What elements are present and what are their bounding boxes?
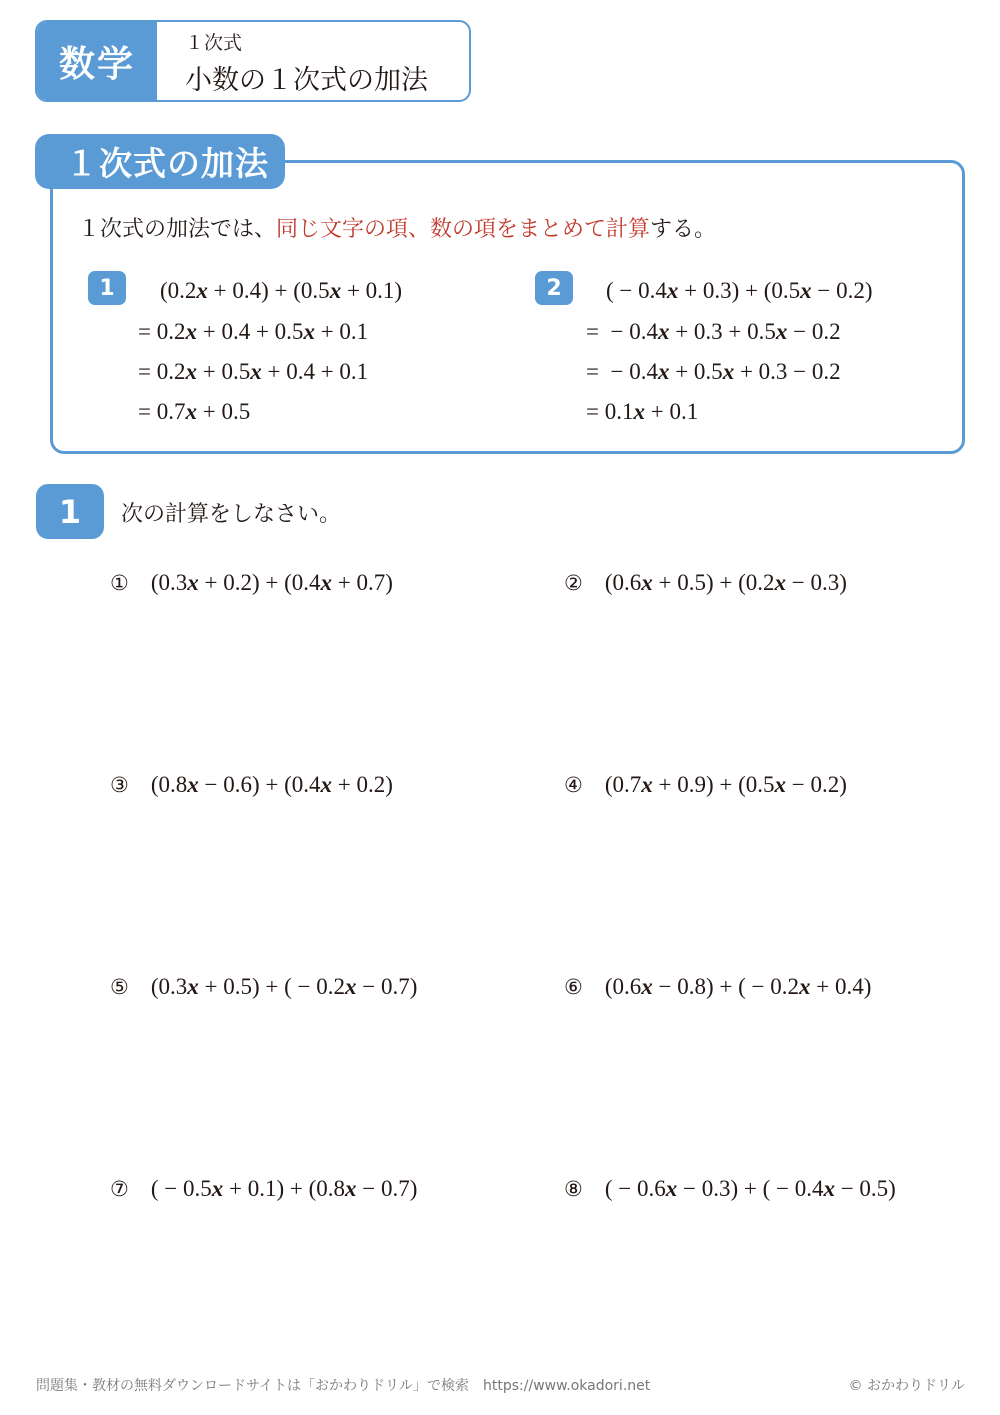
problem-instruction: 次の計算をしなさい。 (121, 502, 342, 527)
variable-x: x (633, 399, 645, 424)
variable-x: x (320, 772, 333, 797)
variable-x: x (250, 359, 262, 384)
variable-x: x (641, 570, 653, 595)
variable-x: x (800, 278, 812, 303)
variable-x: x (774, 570, 787, 595)
variable-x: x (657, 319, 670, 344)
variable-x: x (722, 359, 735, 384)
problem-1: ① (0.3x + 0.2) + (0.4x + 0.7) (110, 570, 393, 595)
example-badge-1: 1 (88, 271, 126, 305)
footer-copyright: © おかわりドリル (848, 1378, 965, 1394)
example-2-line-3: = − 0.4x + 0.5x + 0.3 − 0.2 (586, 359, 841, 384)
variable-x: x (329, 278, 342, 303)
variable-x: x (666, 278, 679, 303)
example-1-line-3: = 0.2x + 0.5x + 0.4 + 0.1 (138, 359, 369, 384)
problem-number: ⑦ (110, 1177, 129, 1201)
variable-x: x (303, 319, 315, 344)
variable-x: x (187, 570, 199, 595)
variable-x: x (185, 319, 197, 344)
problem-number: ① (110, 571, 129, 595)
variable-x: x (798, 974, 811, 999)
variable-x: x (187, 974, 199, 999)
example-2-line-2: = − 0.4x + 0.3 + 0.5x − 0.2 (586, 319, 841, 344)
problem-8: ⑧ ( − 0.6x − 0.3) + ( − 0.4x − 0.5) (564, 1176, 896, 1201)
explanation-text-highlight: 同じ文字の項、数の項をまとめて計算 (276, 217, 651, 242)
worksheet-title: 小数の１次式の加法 (185, 65, 428, 96)
variable-x: x (320, 570, 333, 595)
example-2-line-1: ( − 0.4x + 0.3) + (0.5x − 0.2) (606, 278, 873, 303)
example-1-line-4: = 0.7x + 0.5 (138, 399, 251, 424)
variable-x: x (665, 1176, 678, 1201)
explanation-text (78, 212, 716, 243)
variable-x: x (211, 1176, 224, 1201)
variable-x: x (344, 974, 357, 999)
variable-x: x (185, 359, 197, 384)
problem-4: ④ (0.7x + 0.9) + (0.5x − 0.2) (564, 772, 847, 797)
footer-site-note: 問題集・教材の無料ダウンロードサイトは「おかわりドリル」で検索 https://www.okadori.net (36, 1378, 651, 1394)
explanation-text-after: する。 (650, 217, 717, 242)
variable-x: x (657, 359, 670, 384)
explanation-heading: １次式の加法 (35, 134, 285, 189)
unit-label: １次式 (185, 32, 243, 54)
subject-label: 数学 (37, 22, 157, 100)
example-2-line-4: = 0.1x + 0.1 (586, 399, 699, 424)
problem-6: ⑥ (0.6x − 0.8) + ( − 0.2x + 0.4) (564, 974, 872, 999)
variable-x: x (641, 772, 653, 797)
variable-x: x (823, 1176, 835, 1201)
variable-x: x (187, 772, 199, 797)
variable-x: x (344, 1176, 357, 1201)
problem-number: ④ (564, 773, 583, 797)
problem-2: ② (0.6x + 0.5) + (0.2x − 0.3) (564, 570, 847, 595)
problem-number: ③ (110, 773, 129, 797)
variable-x: x (774, 772, 787, 797)
problem-section-number: 1 (36, 484, 104, 539)
example-badge-2: 2 (535, 271, 573, 305)
worksheet-header (35, 20, 471, 102)
variable-x: x (196, 278, 208, 303)
problem-number: ⑧ (564, 1177, 583, 1201)
problem-7: ⑦ ( − 0.5x + 0.1) + (0.8x − 0.7) (110, 1176, 418, 1201)
variable-x: x (775, 319, 788, 344)
explanation-text-before: １次式の加法では、 (78, 217, 277, 242)
example-1-line-1: (0.2x + 0.4) + (0.5x + 0.1) (160, 278, 403, 303)
problem-number: ⑤ (110, 975, 129, 999)
example-1-line-2: = 0.2x + 0.4 + 0.5x + 0.1 (138, 319, 369, 344)
problem-number: ⑥ (564, 975, 583, 999)
problem-5: ⑤ (0.3x + 0.5) + ( − 0.2x − 0.7) (110, 974, 418, 999)
variable-x: x (185, 399, 197, 424)
problem-3: ③ (0.8x − 0.6) + (0.4x + 0.2) (110, 772, 393, 797)
problem-number: ② (564, 571, 583, 595)
variable-x: x (641, 974, 653, 999)
